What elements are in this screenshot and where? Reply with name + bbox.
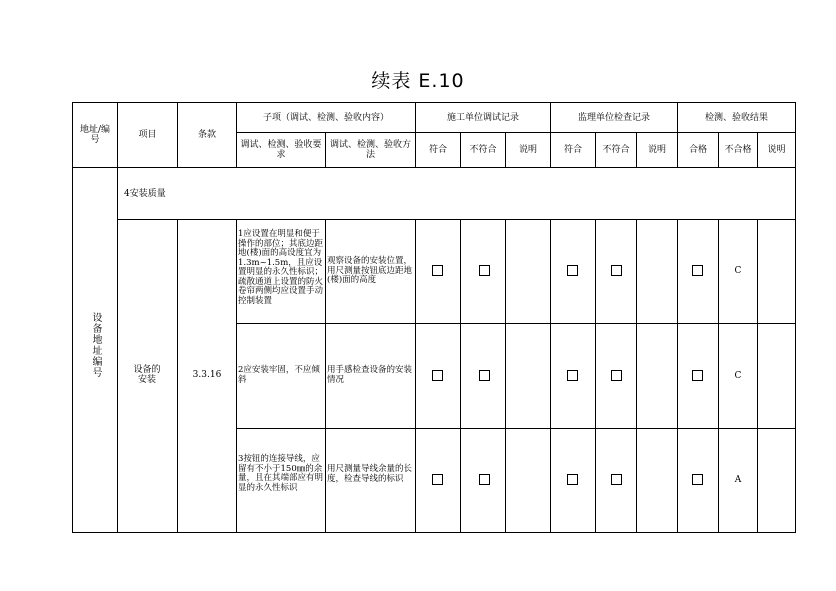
row2-grade: C: [734, 371, 742, 381]
row3-construction-nonconform-checkbox[interactable]: [479, 474, 490, 485]
header-supervision-note: 说明: [647, 145, 666, 155]
col-line-11b: [677, 219, 678, 533]
row3-construction-conform-checkbox[interactable]: [432, 474, 443, 485]
header-result-pass: 合格: [688, 145, 707, 155]
header-result-group: 检测、验收结果: [704, 112, 768, 123]
header-construction-conform: 符合: [428, 145, 447, 155]
row1-construction-nonconform-checkbox[interactable]: [479, 265, 490, 276]
header-construction-nonconform: 不符合: [469, 145, 497, 155]
item-name: 设备的安装: [133, 365, 161, 385]
col-line-5b: [415, 219, 416, 533]
device-location-id: [73, 290, 117, 400]
row1-result-pass-checkbox[interactable]: [692, 265, 703, 276]
table-border-right: [795, 102, 796, 533]
section-title: 4安装质量: [124, 188, 166, 199]
header-supervision-conform: 符合: [563, 145, 582, 155]
clause-number: 3.3.16: [192, 370, 222, 380]
device-location-label: 设备地址编号: [90, 312, 101, 378]
header-result-fail: 不合格: [724, 145, 752, 155]
row1-supervision-nonconform-checkbox[interactable]: [611, 265, 622, 276]
row-divider-2: [236, 428, 796, 429]
header-item: 项目: [138, 130, 157, 140]
row3-result-pass-checkbox[interactable]: [692, 474, 703, 485]
col-line-7b: [505, 219, 506, 533]
row3-supervision-conform-checkbox[interactable]: [567, 474, 578, 485]
row3-grade: A: [734, 475, 742, 485]
row2-supervision-conform-checkbox[interactable]: [567, 370, 578, 381]
row2-result-pass-checkbox[interactable]: [692, 370, 703, 381]
row1-grade: C: [734, 266, 742, 276]
header-clause: 条款: [197, 130, 216, 140]
col-line-3b: [236, 219, 237, 533]
row2-supervision-nonconform-checkbox[interactable]: [611, 370, 622, 381]
col-line-6b: [460, 219, 461, 533]
row-divider-1: [236, 323, 796, 324]
row2-construction-conform-checkbox[interactable]: [432, 370, 443, 381]
row3-requirement: 3按钮的连接导线，应留有不小于150㎜的余量，且在其端部应有明显的永久性标识: [238, 454, 324, 493]
row1-method: 观察设备的安装位置，用尺测量按钮底边距地(楼)面的高度: [327, 256, 413, 285]
col-line-9b: [595, 219, 596, 533]
row2-construction-nonconform-checkbox[interactable]: [479, 370, 490, 381]
header-subitem-group: 子项（调试、检测、验收内容）: [262, 112, 389, 123]
row3-supervision-nonconform-checkbox[interactable]: [611, 474, 622, 485]
row3-method: 用尺测量导线余量的长度，检查导线的标识: [327, 464, 413, 484]
section-divider: [117, 219, 796, 220]
row2-requirement: 2应安装牢固，不应倾斜: [238, 365, 320, 385]
row1-requirement: 1应设置在明显和便于操作的部位；其底边距地(楼)面的高设度宜为1.3m~1.5m，且应设置明显的永久性标识；疏散通道上设置的防火卷帘两侧均应设置手动控制装置: [238, 229, 324, 306]
header-construction-group: 施工单位调试记录: [446, 112, 519, 123]
page-title: 续表 E.10: [371, 70, 465, 92]
col-line-8b: [550, 219, 551, 533]
header-result-note: 说明: [767, 145, 786, 155]
header-supervision-nonconform: 不符合: [602, 145, 630, 155]
row2-method: 用手感检查设备的安装情况: [327, 365, 413, 385]
header-supervision-group: 监理单位检查记录: [577, 112, 650, 123]
header-location: 地址/编号: [79, 125, 111, 145]
header-subitem-method: 调试、检测、验收方法: [329, 140, 411, 160]
header-subitem-requirement: 调试、检测、验收要求: [240, 140, 322, 160]
row1-construction-conform-checkbox[interactable]: [432, 265, 443, 276]
table-border-bottom: [72, 532, 796, 533]
col-line-13b: [757, 219, 758, 533]
row1-supervision-conform-checkbox[interactable]: [567, 265, 578, 276]
header-construction-note: 说明: [518, 145, 537, 155]
col-line-10b: [636, 219, 637, 533]
col-line-4b: [325, 219, 326, 533]
